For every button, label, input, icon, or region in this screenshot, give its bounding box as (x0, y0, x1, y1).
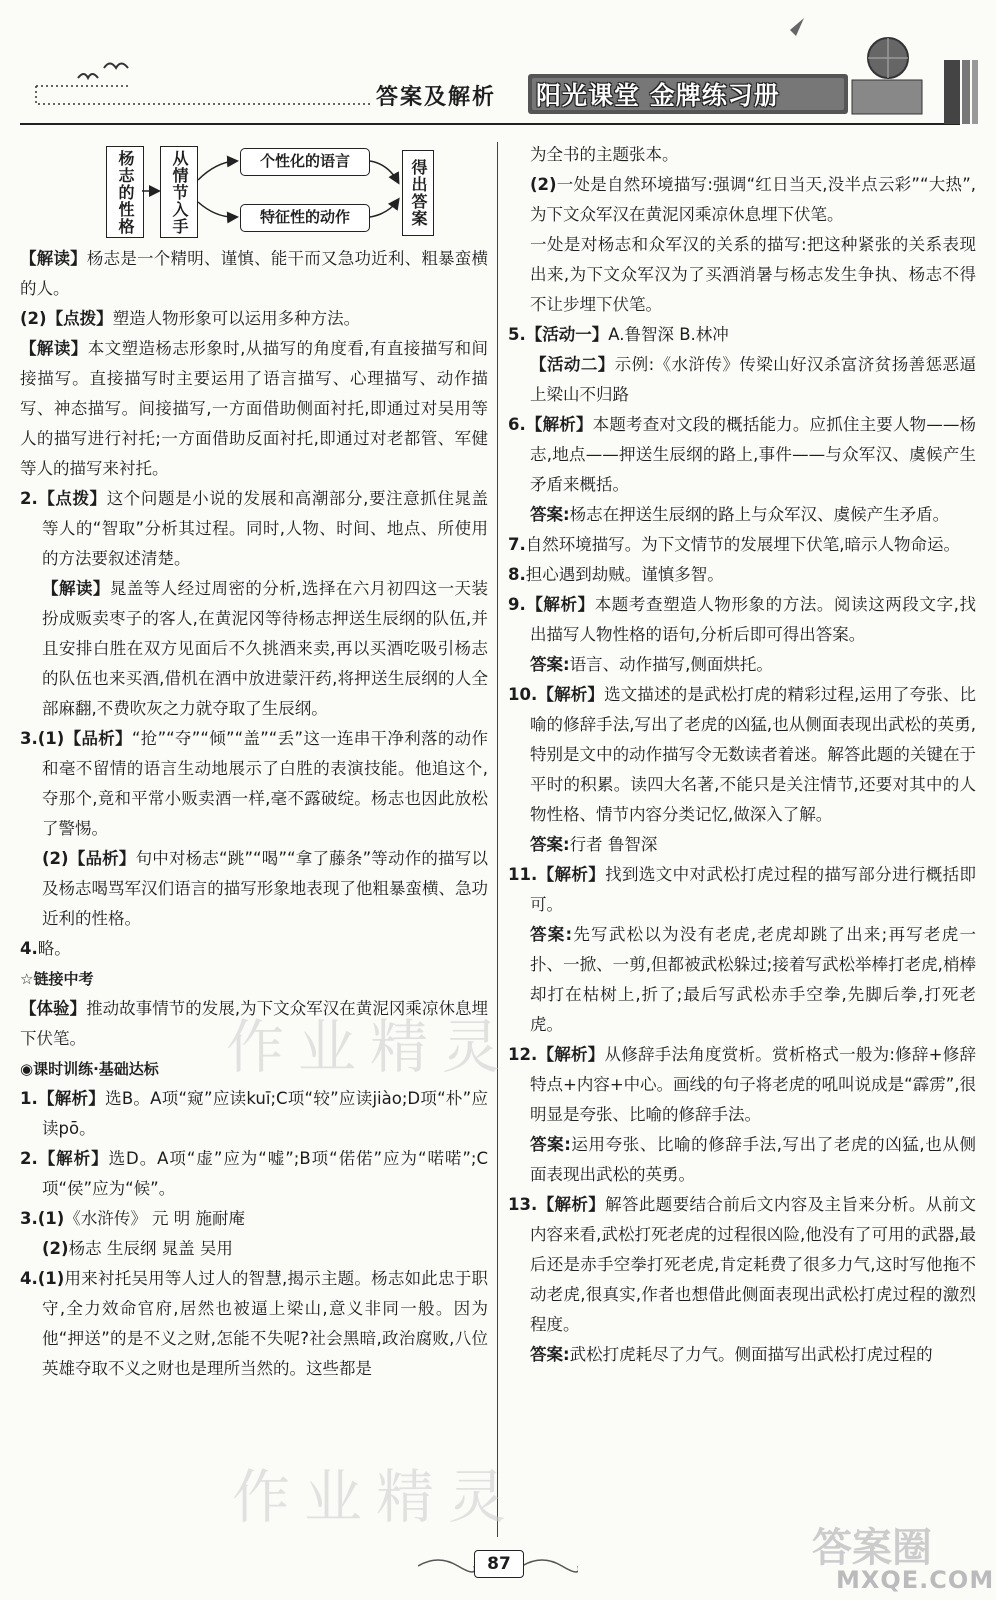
paragraph-label: (2)【点拨】 (20, 309, 113, 328)
page-header (0, 0, 996, 140)
paragraph-label: 8. (508, 565, 526, 584)
paragraph-text: 杨志在押送生辰纲的路上与众军汉、虞候产生矛盾。 (569, 505, 950, 524)
diagram-subject-box: 杨志的性格 (106, 146, 144, 238)
left-paragraph (20, 1264, 488, 1384)
left-paragraph (20, 1234, 488, 1264)
paragraph-text: 塑造人物形象可以运用多种方法。 (112, 309, 361, 328)
character-diagram (20, 140, 488, 240)
paragraph-label: ◉课时训练·基础达标 (20, 1060, 159, 1078)
right-paragraph (508, 830, 976, 860)
right-paragraph (508, 530, 976, 560)
paragraph-label: 答案: (530, 655, 570, 674)
paragraph-text: 本题考查塑造人物形象的方法。阅读这两段文字,找出描写人物性格的语句,分析后即可得出答案。 (530, 595, 977, 644)
paper-plane-icon (790, 18, 804, 36)
paragraph-label: 13.【解析】 (508, 1195, 606, 1214)
paragraph-text: 句中对杨志“跳”“喝”“拿了藤条”等动作的描写以及杨志喝骂军汉们语言的描写形象地表现了他粗暴蛮横、急功近利的性格。 (42, 849, 488, 928)
paragraph-label: (2) (42, 1239, 69, 1258)
left-paragraph (20, 304, 488, 334)
paragraph-label: 答案: (530, 1345, 570, 1364)
paragraph-label: 9.【解析】 (508, 595, 595, 614)
bird-icon (104, 64, 128, 69)
paragraph-text: 本文塑造杨志形象时,从描写的角度看,有直接描写和间接描写。直接描写时主要运用了语言描写、心理描写、动作描写、神态描写。间接描写,一方面借助侧面衬托,即通过对吴用等人的描写进行衬托;一方面借助反面衬托,即通过对老都管、军健等人的描写来衬托。 (20, 339, 488, 478)
paragraph-text: 先写武松以为没有老虎,老虎却跳了出来;再写老虎一扑、一掀、一剪,但都被武松躲过;接着写武松举棒打老虎,梢棒却打在枯树上,折了;最后写武松赤手空拳,先脚后拳,打死老虎。 (530, 925, 976, 1034)
paragraph-label: (2)【品析】 (42, 849, 136, 868)
left-paragraph (20, 1084, 488, 1144)
page-number: 87 (474, 1550, 524, 1578)
right-paragraph (508, 650, 976, 680)
paragraph-text: 用来衬托吴用等人过人的智慧,揭示主题。杨志如此忠于职守,全力效命官府,居然也被逼上梁山,意义非同一般。因为他“押送”的是不义之财,怎能不失呢?社会黑暗,政治腐败,八位英雄夺取不义之财也是理所当然的。这些都是 (42, 1269, 488, 1378)
paragraph-label: 4. (20, 939, 38, 958)
diagram-approach-box: 从情节入手 (160, 146, 198, 238)
paragraph-label: 4.(1) (20, 1269, 65, 1288)
right-paragraph (508, 920, 976, 1040)
header-decoration (0, 0, 996, 140)
paragraph-text: 武松打虎耗尽了力气。侧面描写出武松打虎过程的 (569, 1345, 933, 1364)
paragraph-label: 【解读】 (42, 579, 110, 598)
left-paragraph (20, 964, 488, 994)
paragraph-label: 【解读】 (20, 339, 88, 358)
right-paragraph (508, 1340, 976, 1370)
paragraph-text: 本题考查对文段的概括能力。应抓住主要人物——杨志,地点——押送生辰纲的路上,事件——与众军汉、虞候产生矛盾来概括。 (530, 415, 977, 494)
paragraph-text: 解答此题要结合前后文内容及主旨来分析。从前文内容来看,武松打死老虎的过程很凶险,他没有了可用的武器,最后还是赤手空拳打死老虎,肯定耗费了很多力气,这时写他拖不动老虎,很真实,作者也想借此侧面表现出武松打虎过程的激烈程度。 (530, 1195, 976, 1334)
right-paragraph (508, 1190, 976, 1340)
watermark-text: 作业精灵 (226, 1013, 515, 1081)
right-column (508, 140, 976, 1370)
right-paragraph (508, 500, 976, 530)
paragraph-text: 语言、动作描写,侧面烘托。 (569, 655, 773, 674)
paragraph-label: 12.【解析】 (508, 1045, 605, 1064)
paragraph-label: 答案: (530, 1135, 571, 1154)
paragraph-label: 2.【解析】 (20, 1149, 109, 1168)
diagram-branch-language: 个性化的语言 (240, 148, 370, 176)
left-paragraph (20, 724, 488, 844)
paragraph-label: 3.(1)【品析】 (20, 729, 132, 748)
paragraph-label: (2) (530, 175, 557, 194)
right-paragraph (508, 320, 976, 350)
paragraph-text: 找到选文中对武松打虎过程的描写部分进行概括即可。 (530, 865, 976, 914)
right-paragraph (508, 230, 976, 320)
paragraph-text: 选D。A项“虚”应为“嘘”;B项“偌偌”应为“喏喏”;C项“侯”应为“候”。 (42, 1149, 489, 1198)
right-paragraph (508, 860, 976, 920)
right-paragraph (508, 350, 976, 410)
paragraph-text: 自然环境描写。为下文情节的发展埋下伏笔,暗示人物命运。 (525, 535, 960, 554)
paragraph-label: 【体验】 (20, 999, 87, 1018)
paragraph-label: ☆链接中考 (20, 970, 94, 988)
right-paragraph (508, 1130, 976, 1190)
column-divider (497, 142, 498, 1537)
paragraph-text: 从修辞手法角度赏析。赏析格式一般为:修辞+修辞特点+内容+中心。画线的句子将老虎的吼叫说成是“霹雳”,很明显是夸张、比喻的修辞手法。 (530, 1045, 977, 1124)
paragraph-label: 7. (508, 535, 526, 554)
left-paragraph (20, 1204, 488, 1234)
left-paragraph (20, 334, 488, 484)
right-paragraph (508, 410, 976, 500)
left-paragraph (20, 244, 488, 304)
paragraph-text: “抢”“夺”“倾”“盖”“丢”这一连串干净利落的动作和毫不留情的语言生动地展示了白胜的表演技能。他追这个,夺那个,竟和平常小贩卖酒一样,毫不露破绽。杨志也因此放松了警惕。 (42, 729, 488, 838)
paragraph-label: 答案: (530, 505, 570, 524)
paragraph-text: 选文描述的是武松打虎的精彩过程,运用了夸张、比喻的修辞手法,写出了老虎的凶猛,也从侧面表现出武松的英勇,特别是文中的动作描写令无数读者着迷。解答此题的关键在于平时的积累。读四大名著,不能只是关注情节,还要对其中的人物性格、情节内容分类记忆,做深入了解。 (530, 685, 977, 824)
paragraph-text: 杨志是一个精明、谨慎、能干而又急功近利、粗暴蛮横的人。 (20, 249, 489, 298)
left-paragraph (20, 484, 488, 574)
header-brand: 阳光课堂 金牌练习册 (536, 81, 780, 110)
paragraph-text: A.鲁智深 B.林冲 (608, 325, 729, 344)
left-paragraph (20, 574, 488, 724)
paragraph-label: 5.【活动一】 (508, 325, 609, 344)
paragraph-label: 答案: (530, 925, 573, 944)
paragraph-text: 选B。A项“窥”应读kuī;C项“较”应读jiào;D项“朴”应读pō。 (42, 1089, 488, 1138)
paragraph-label: 10.【解析】 (508, 685, 605, 704)
right-paragraph (508, 140, 976, 170)
bird-icon (78, 74, 98, 78)
paragraph-label: 11.【解析】 (508, 865, 606, 884)
paragraph-text: 示例:《水浒传》传梁山好汉杀富济贫扬善惩恶逼上梁山不归路 (530, 355, 977, 404)
paragraph-text: 为全书的主题张本。 (530, 145, 679, 164)
left-paragraph (20, 844, 488, 934)
paragraph-label: 3.(1) (20, 1209, 65, 1228)
left-column (20, 140, 488, 1384)
paragraph-text: 一处是对杨志和众军汉的关系的描写:把这种紧张的关系表现出来,为下文众军汉为了买酒消暑与杨志发生争执、杨志不得不让步埋下伏笔。 (530, 235, 976, 314)
right-paragraph (508, 680, 976, 830)
paragraph-text: 运用夸张、比喻的修辞手法,写出了老虎的凶猛,也从侧面表现出武松的英勇。 (530, 1135, 976, 1184)
paragraph-label: 【解读】 (20, 249, 87, 268)
diagram-result-box: 得出答案 (402, 150, 434, 236)
paragraph-text: 略。 (37, 939, 71, 958)
header-title: 答案及解析 (376, 84, 497, 110)
paragraph-label: 2.【点拨】 (20, 489, 107, 508)
paragraph-text: 推动故事情节的发展,为下文众军汉在黄泥冈乘凉休息埋下伏笔。 (20, 999, 488, 1048)
left-paragraph (20, 1144, 488, 1204)
paragraph-label: 1.【解析】 (20, 1089, 106, 1108)
paragraph-text: 杨志 生辰纲 晁盖 吴用 (68, 1239, 233, 1258)
diagram-branch-action: 特征性的动作 (240, 204, 370, 232)
paragraph-text: 担心遇到劫贼。谨慎多智。 (525, 565, 724, 584)
watermark-logo: 答案圈 (812, 1525, 932, 1571)
right-paragraph (508, 170, 976, 230)
paragraph-text: 晁盖等人经过周密的分析,选择在六月初四这一天装扮成贩卖枣子的客人,在黄泥冈等待杨志押送生辰纲的队伍,并且安排白胜在双方见面后不久挑酒来卖,再以买酒吃吸引杨志的队伍也来买酒,借机在酒中放进蒙汗药,将押送生辰纲的人全部麻翻,不费吹灰之力就夺取了生辰纲。 (42, 579, 488, 718)
paragraph-label: 【活动二】 (530, 355, 615, 374)
right-paragraph (508, 1040, 976, 1130)
right-paragraph (508, 560, 976, 590)
paragraph-text: 行者 鲁智深 (569, 835, 658, 854)
watermark-site: MXQE.COM (836, 1566, 995, 1594)
watermark-text: 作业精灵 (232, 1463, 521, 1531)
left-paragraph (20, 934, 488, 964)
paragraph-text: 一处是自然环境描写:强调“红日当天,没半点云彩”“大热”,为下文众军汉在黄泥冈乘凉休息埋下伏笔。 (530, 175, 976, 224)
paragraph-label: 6.【解析】 (508, 415, 593, 434)
paragraph-label: 答案: (530, 835, 570, 854)
paragraph-text: 《水浒传》 元 明 施耐庵 (64, 1209, 246, 1228)
paragraph-text: 这个问题是小说的发展和高潮部分,要注意抓住晁盖等人的“智取”分析其过程。同时,人物、时间、地点、所使用的方法要叙述清楚。 (42, 489, 489, 568)
right-paragraph (508, 590, 976, 650)
